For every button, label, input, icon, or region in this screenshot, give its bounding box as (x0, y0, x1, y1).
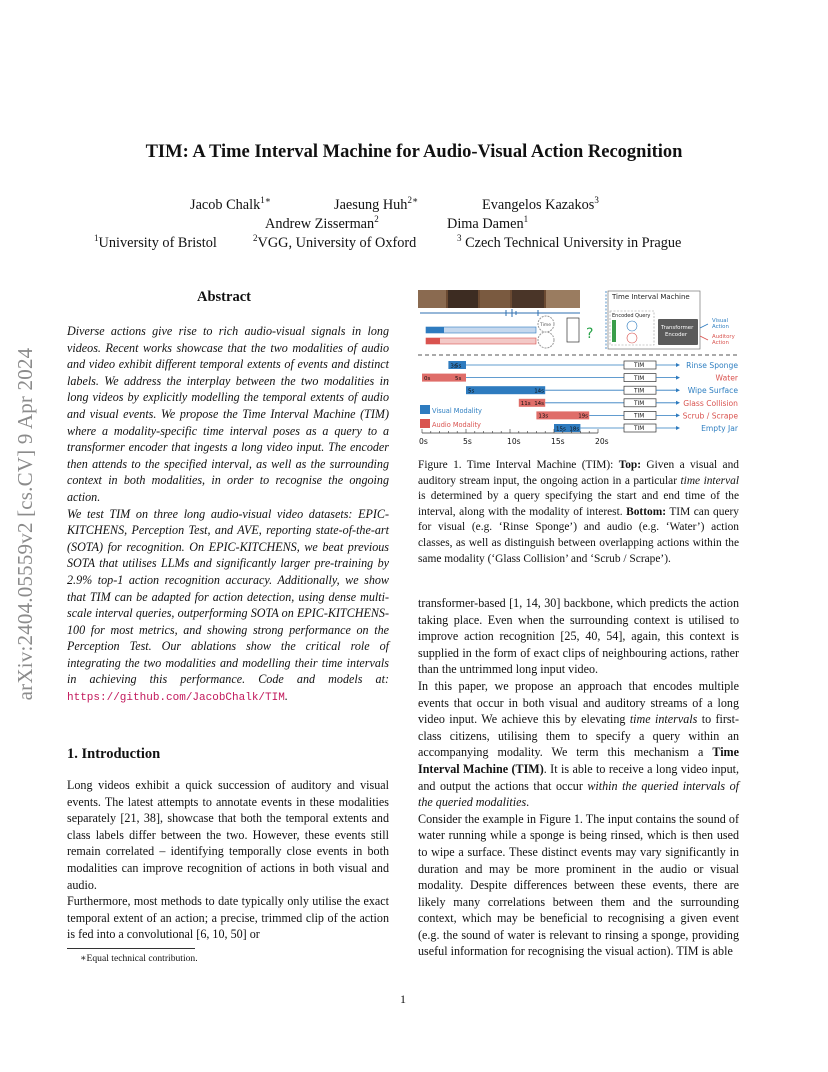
interval-end-label: 14s (534, 388, 545, 395)
arrow-head (676, 376, 680, 380)
abstract-heading: Abstract (197, 289, 251, 305)
arrow-head (676, 413, 680, 417)
abstract-body (67, 323, 389, 707)
tim-label: TIM (634, 363, 645, 370)
abstract-paragraph-2: We test TIM on three long audio-visual video datasets: EPIC-KITCHENS, Perception Test, and AVE, reporting state-of-the-art (SOTA) for recognition. On EPIC-KITCHENS, we beat previous SOTA that utilises LLMs and significantly larger pre-training by 2.9% top-1 action recognition accuracy. Additionally, we show that TIM can be adapted for action detection, using dense multi-scale interval queries, outperforming SOTA on EPIC-KITCHENS-100 for most metrics, and showing strong performance on the Perception Test. Our ablations show the critical role of integrating the two modalities and modelling their time intervals in achieving this performance. Code and models at: https://github.com/JacobChalk/TIM. (67, 506, 389, 705)
legend (420, 405, 482, 429)
interval-start-label: 15s (556, 426, 566, 433)
intro-heading: 1. Introduction (67, 746, 161, 762)
action-class-label: Rinse Sponge (686, 361, 738, 370)
interval-end-label: 19s (578, 413, 589, 420)
right-column-body (418, 595, 739, 960)
svg-text:Transformer: Transformer (661, 325, 694, 331)
code-link[interactable]: https://github.com/JacobChalk/TIM (67, 692, 285, 705)
interval-start-label: 0s (424, 375, 431, 382)
svg-text:Audio Modality: Audio Modality (432, 421, 481, 429)
axis-tick-label: 0s (419, 437, 428, 446)
action-class-label: Scrub / Scrape (682, 411, 738, 421)
intro-paragraph-1: Long videos exhibit a quick succession of auditory and visual events. The latest attempts to annotate events in these modalities separately [21, 38], showcase that both the temporal extents and class labels differ between the two. However, these events still remain correlated – identifying temporally close events in both modalities can improve recognition of actions in both visual and audio. (67, 778, 389, 892)
tim-label: TIM (634, 401, 645, 407)
video-frames-strip (418, 290, 580, 308)
tim-label: TIM (634, 375, 645, 382)
arxiv-stamp: arXiv:2404.05559v2 [cs.CV] 9 Apr 2024 (13, 347, 37, 701)
svg-text:Visual: Visual (712, 318, 729, 324)
tim-label: TIM (634, 388, 645, 395)
author-5: Dima Damen$^1$ (447, 214, 529, 232)
axis-tick-label: 20s (595, 437, 609, 446)
interval-end-label: 5s (455, 363, 462, 370)
affiliation-1: $^1$University of Bristol (94, 233, 217, 251)
svg-text:Encoded Query: Encoded Query (612, 313, 651, 319)
action-class-label: Wipe Surface (687, 386, 738, 396)
time-axis (419, 429, 609, 446)
affiliation-2: $^2$VGG, University of Oxford (253, 233, 417, 251)
svg-text:Encoder: Encoder (665, 332, 688, 338)
footnote-rule (67, 948, 195, 949)
paper-title: TIM: A Time Interval Machine for Audio-Visual Action Recognition (145, 142, 683, 162)
interval-start-label: 11s (520, 401, 531, 408)
interval-start-label: 3s (450, 363, 457, 370)
figure-1-caption: Figure 1. Time Interval Machine (TIM): Top: Given a visual and auditory stream input, the ongoing action in a particular time interval is determined by a query specifying the start and end time of the interval, along with the modality of interest. Bottom: TIM can query for visual (e.g. ‘Rinse Sponge’) and audio (e.g. ‘Water’) action classes, as well as distinguish between overlapping actions within the same modality (‘Glass Collision’ and ‘Scrub / Scrape’). (418, 459, 739, 565)
svg-text:Time Interval Machine: Time Interval Machine (612, 293, 690, 301)
svg-text:Action: Action (712, 324, 729, 330)
question-mark-icon: ? (586, 326, 594, 342)
author-1: Jacob Chalk$^{1∗}$ (190, 195, 271, 213)
axis-tick-label: 15s (551, 437, 565, 446)
abstract-paragraph-1: Diverse actions give rise to rich audio-visual signals in long videos. Recent works showcase that the two modalities of audio and video exhibit different temporal extents of events and distinct labels. We address the interplay between the two modalities in long videos by explicitly modelling the temporal extents of audio and visual events. We propose the Time Interval Machine (TIM) where a modality-specific time interval poses as a query to a transformer encoder that ingests a long video input. The encoder then attends to the specified interval, as well as the surrounding context in both modalities, in order to recognise the ongoing action. (67, 324, 389, 504)
intro-body (67, 777, 389, 943)
figure-1 (416, 286, 744, 450)
interval-start-label: 5s (468, 388, 475, 395)
right-paragraph-2: In this paper, we propose an approach that encodes multiple events that occur in both visual and auditory streams of a long video input. We achieve this by elevating time intervals to first-class citizens, utilising them to specify a query within an accompanying modality. We term this mechanism a Time Interval Machine (TIM). It is able to receive a long video input, and output the actions that occur within the queried intervals of the queried modalities. (418, 678, 740, 810)
svg-text:Action: Action (712, 340, 729, 346)
affiliation-3: $^3$ Czech Technical University in Prague (457, 233, 682, 251)
axis-tick-label: 10s (507, 437, 521, 446)
axis-tick-label: 5s (463, 437, 472, 446)
right-paragraph-1: transformer-based [1, 14, 30] backbone, which predicts the action taking place. Even when the surrounding context is utilised to improve action recognition [25, 40, 54], again, this context is supplied in the form of exact clips of neighbouring actions, rather than the untrimmed long input video. (418, 596, 739, 677)
footnote: ∗Equal technical contribution. (80, 953, 198, 964)
interval-start-label: 13s (538, 413, 549, 420)
tim-label: TIM (634, 413, 645, 420)
arrow-head (676, 363, 680, 367)
svg-text:Auditory: Auditory (712, 334, 735, 340)
action-class-label: Empty Jar (701, 424, 738, 433)
arrow-head (676, 388, 680, 392)
svg-text:Time: Time (540, 323, 552, 328)
interval-end-label: 5s (455, 375, 462, 382)
tim-label: TIM (634, 426, 645, 433)
page-number: 1 (400, 992, 406, 1006)
action-class-label: Glass Collision (683, 398, 738, 408)
author-2: Jaesung Huh$^{2∗}$ (334, 195, 419, 213)
svg-text:Visual Modality: Visual Modality (432, 407, 482, 415)
right-paragraph-3: Consider the example in Figure 1. The input contains the sound of water running while a sponge is being rinsed, which is then used to wipe a surface. These distinct events may vary significantly in duration and may be more prominent in the audio or visual modality. Despite differences between these events, there are likely many correlations between them and the surrounding context, which may be beneficial to recognising a given event (e.g. the sound of water is relevant to rinsing a sponge, providing useful information for recognising the visual action). TIM is able (418, 811, 739, 959)
intro-paragraph-2: Furthermore, most methods to date typically only utilise the exact temporal extent of an action; a precise, trimmed clip of the action is fed into a convolutional [6, 10, 50] or (67, 894, 389, 942)
interval-end-label: 14s (534, 401, 545, 408)
interval-end-label: 18s (569, 426, 580, 433)
action-class-label: Water (715, 373, 738, 383)
arrow-head (676, 426, 680, 430)
arrow-head (676, 401, 680, 405)
time-query-icon (538, 316, 554, 348)
author-3: Evangelos Kazakos$^3$ (482, 195, 599, 213)
audio-waveform (420, 309, 580, 317)
author-4: Andrew Zisserman$^2$ (265, 214, 379, 232)
